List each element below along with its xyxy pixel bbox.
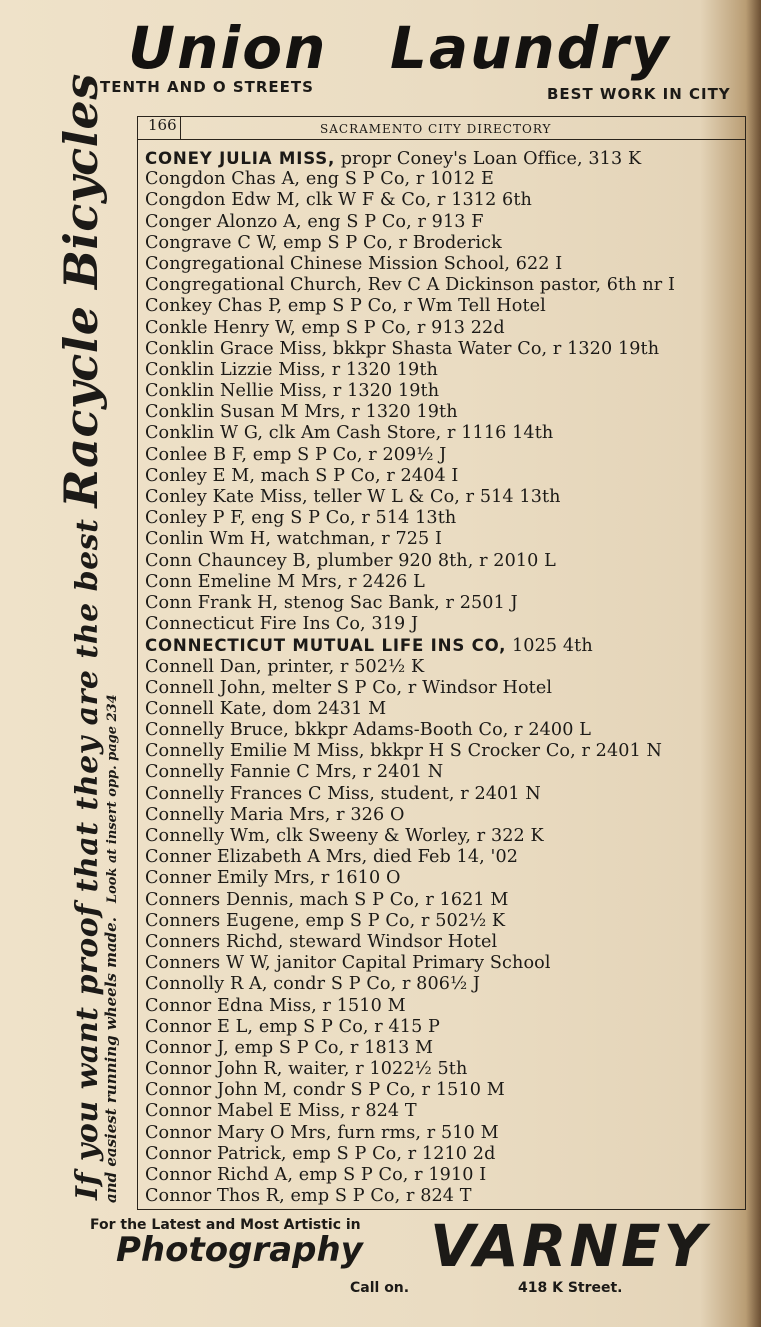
directory-entry: Connelly Maria Mrs, r 326 O bbox=[145, 804, 405, 825]
directory-entry: Conner Elizabeth A Mrs, died Feb 14, '02 bbox=[145, 847, 519, 868]
ad-word-union: Union bbox=[128, 14, 328, 82]
racycle-ad-text: If you want proof that they are the best bbox=[70, 507, 105, 1200]
directory-entry: Conners Richd, steward Windsor Hotel bbox=[145, 931, 498, 952]
directory-entry: Conklin Lizzie Miss, r 1320 19th bbox=[145, 359, 438, 380]
entry-detail: propr Coney's Loan Office, 313 K bbox=[335, 149, 642, 169]
varney-address: 418 K Street. bbox=[518, 1280, 623, 1296]
directory-entry: Connell Dan, printer, r 502½ K bbox=[145, 656, 425, 677]
directory-entry: Connor John R, waiter, r 1022½ 5th bbox=[145, 1059, 468, 1080]
directory-entry: Connor Edna Miss, r 1510 M bbox=[145, 995, 406, 1016]
directory-entry: Conley Kate Miss, teller W L & Co, r 514 13th bbox=[145, 487, 561, 507]
directory-entry: Congregational Church, Rev C A Dickinson pastor, 6th nr I bbox=[145, 275, 676, 296]
union-laundry-ad bbox=[128, 16, 728, 80]
racycle-ad-sub bbox=[102, 603, 120, 1203]
directory-entry: Conn Chauncey B, plumber 920 8th, r 2010 L bbox=[145, 550, 556, 571]
directory-entry: Conkle Henry W, emp S P Co, r 913 22d bbox=[145, 317, 505, 338]
directory-entry: Conklin Grace Miss, bkkpr Shasta Water Co, r 1320 19th bbox=[145, 338, 660, 359]
directory-entry: Conlin Wm H, watchman, r 725 I bbox=[145, 529, 443, 550]
directory-entry: Connelly Bruce, bkkpr Adams-Booth Co, r 2400 L bbox=[145, 720, 591, 741]
directory-entry: Conn Frank H, stenog Sac Bank, r 2501 J bbox=[145, 592, 518, 613]
directory-entry: Connolly R A, condr S P Co, r 806½ J bbox=[145, 974, 481, 995]
directory-entry: Congdon Edw M, clk W F & Co, r 1312 6th bbox=[145, 190, 532, 211]
directory-entry bbox=[145, 148, 745, 169]
entry-detail: 1025 4th bbox=[506, 636, 593, 657]
laundry-address: TENTH AND O STREETS bbox=[100, 78, 314, 96]
directory-entry: Conger Alonzo A, eng S P Co, r 913 F bbox=[145, 211, 484, 232]
directory-entry: Connor Mabel E Miss, r 824 T bbox=[145, 1101, 417, 1122]
directory-entry: Conners Eugene, emp S P Co, r 502½ K bbox=[145, 910, 506, 931]
directory-entry: Conley E M, mach S P Co, r 2404 I bbox=[145, 465, 459, 486]
directory-entry: Congregational Chinese Mission School, 622 I bbox=[145, 253, 563, 274]
directory-entry: Conners W W, janitor Capital Primary School bbox=[145, 953, 551, 974]
directory-entry: Conn Emeline M Mrs, r 2426 L bbox=[145, 571, 425, 592]
photo-ad-call: Call on. bbox=[350, 1280, 410, 1296]
directory-title: SACRAMENTO CITY DIRECTORY bbox=[320, 122, 552, 136]
directory-entries bbox=[145, 148, 745, 1207]
directory-entry: Conklin Nellie Miss, r 1320 19th bbox=[145, 381, 440, 402]
directory-entry: Connor Mary O Mrs, furn rms, r 510 M bbox=[145, 1122, 499, 1143]
photo-ad-lead: For the Latest and Most Artistic in bbox=[90, 1217, 361, 1233]
directory-entry bbox=[145, 635, 745, 656]
racycle-ad-main bbox=[54, 73, 108, 1200]
laundry-tagline: BEST WORK IN CITY bbox=[547, 85, 731, 103]
directory-entry: Conlee B F, emp S P Co, r 209½ J bbox=[145, 444, 447, 465]
directory-entry: Congrave C W, emp S P Co, r Broderick bbox=[145, 232, 502, 253]
racycle-ad-subtext: and easiest running wheels made. bbox=[102, 917, 120, 1203]
directory-entry: Connor E L, emp S P Co, r 415 P bbox=[145, 1016, 440, 1037]
directory-entry: Conners Dennis, mach S P Co, r 1621 M bbox=[145, 889, 509, 910]
directory-entry: Connor J, emp S P Co, r 1813 M bbox=[145, 1037, 434, 1058]
directory-entry: Connell Kate, dom 2431 M bbox=[145, 698, 387, 719]
photo-ad-heading: Photography bbox=[116, 1230, 363, 1270]
directory-entry: Connelly Frances C Miss, student, r 2401 N bbox=[145, 783, 541, 804]
directory-entry: Conklin W G, clk Am Cash Store, r 1116 14th bbox=[145, 423, 554, 444]
directory-entry: Conkey Chas P, emp S P Co, r Wm Tell Hotel bbox=[145, 296, 546, 317]
entry-name: CONEY JULIA MISS, bbox=[145, 149, 336, 168]
ad-word-laundry: Laundry bbox=[390, 14, 671, 82]
header-rule bbox=[137, 139, 746, 140]
directory-entry: Connelly Fannie C Mrs, r 2401 N bbox=[145, 762, 444, 783]
directory-entry: Connor Richd A, emp S P Co, r 1910 I bbox=[145, 1165, 487, 1185]
entry-name: CONNECTICUT MUTUAL LIFE INS CO, bbox=[145, 636, 507, 656]
directory-entry: Connecticut Fire Ins Co, 319 J bbox=[145, 614, 419, 635]
directory-entry: Congdon Chas A, eng S P Co, r 1012 E bbox=[145, 169, 494, 190]
racycle-brand: Racycle Bicycles bbox=[54, 73, 108, 508]
page-number-divider bbox=[180, 116, 181, 139]
directory-entry: Conklin Susan M Mrs, r 1320 19th bbox=[145, 402, 458, 423]
directory-entry: Connell John, melter S P Co, r Windsor Hotel bbox=[145, 677, 553, 698]
directory-entry: Connor Thos R, emp S P Co, r 824 T bbox=[145, 1186, 472, 1207]
page-number: 166 bbox=[148, 116, 177, 134]
directory-entry: Connor John M, condr S P Co, r 1510 M bbox=[145, 1080, 505, 1101]
directory-entry: Connor Patrick, emp S P Co, r 1210 2d bbox=[145, 1143, 496, 1164]
directory-entry: Connelly Wm, clk Sweeny & Worley, r 322 K bbox=[145, 826, 544, 846]
racycle-ad-reference: Look at insert opp. page 234 bbox=[105, 694, 120, 904]
directory-entry: Conner Emily Mrs, r 1610 O bbox=[145, 868, 401, 889]
varney-brand: VARNEY bbox=[430, 1212, 709, 1280]
directory-entry: Connelly Emilie M Miss, bkkpr H S Crocker Co, r 2401 N bbox=[145, 741, 663, 762]
directory-entry: Conley P F, eng S P Co, r 514 13th bbox=[145, 508, 457, 529]
